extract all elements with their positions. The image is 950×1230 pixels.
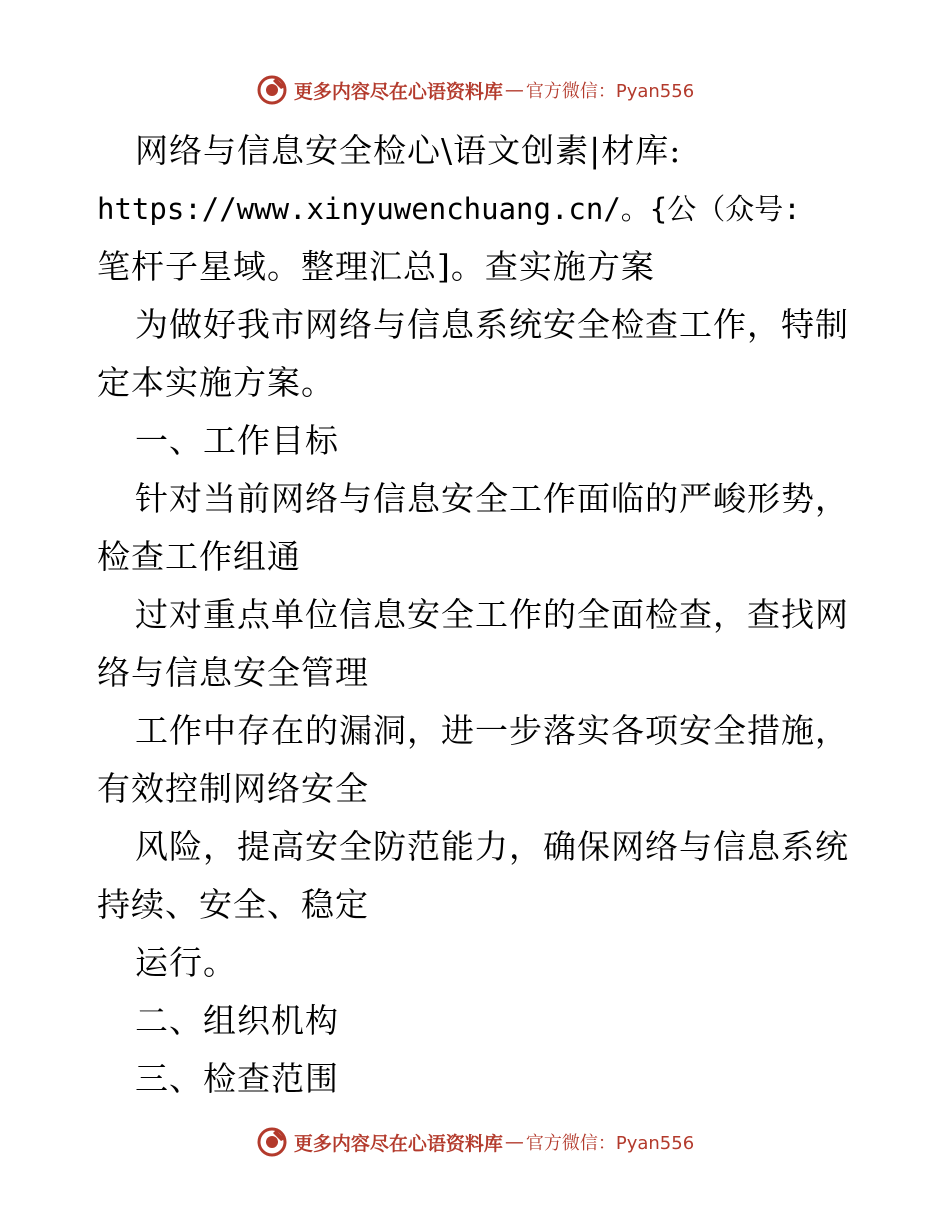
paragraph-line: 络与信息安全管理: [97, 653, 369, 692]
banner-wechat: 官方微信：Pyan556: [525, 81, 695, 102]
pen-circle-logo-icon: [256, 1126, 288, 1158]
paragraph-line: 有效控制网络安全: [97, 769, 369, 808]
doc-title-line-2: https://www.xinyuwenchuang.cn/。{公（众号:: [97, 192, 801, 226]
paragraph-line: 检查工作组通: [97, 537, 301, 576]
paragraph-line: 针对当前网络与信息安全工作面临的严峻形势，: [135, 479, 849, 518]
paragraph-line: 定本实施方案。: [97, 363, 335, 402]
doc-title-line-3: 笔杆子星域。整理汇总]。查实施方案: [97, 247, 655, 286]
paragraph-line: 持续、安全、稳定: [97, 885, 369, 924]
doc-title-line-1: 网络与信息安全检心\语文创素|材库:: [135, 131, 682, 170]
paragraph-line: 为做好我市网络与信息系统安全检查工作，特制: [135, 305, 849, 344]
paragraph-line: 风险，提高安全防范能力，确保网络与信息系统: [135, 827, 849, 866]
section-heading-2: 二、组织机构: [135, 1001, 339, 1040]
pen-circle-logo-icon: [256, 74, 288, 106]
banner-dash: —: [504, 79, 524, 101]
banner-text: 更多内容尽在心语资料库: [293, 80, 503, 103]
footer-banner: [0, 1122, 950, 1162]
banner-text: 更多内容尽在心语资料库: [293, 1132, 503, 1155]
paragraph-line: 运行。: [135, 943, 237, 982]
document-body: [97, 122, 857, 1108]
banner-wechat: 官方微信：Pyan556: [525, 1133, 695, 1154]
banner-dash: —: [504, 1131, 524, 1153]
section-heading-1: 一、工作目标: [135, 421, 339, 460]
section-heading-3: 三、检查范围: [135, 1059, 339, 1098]
header-banner: [0, 70, 950, 110]
paragraph-line: 工作中存在的漏洞，进一步落实各项安全措施，: [135, 711, 849, 750]
paragraph-line: 过对重点单位信息安全工作的全面检查，查找网: [135, 595, 849, 634]
